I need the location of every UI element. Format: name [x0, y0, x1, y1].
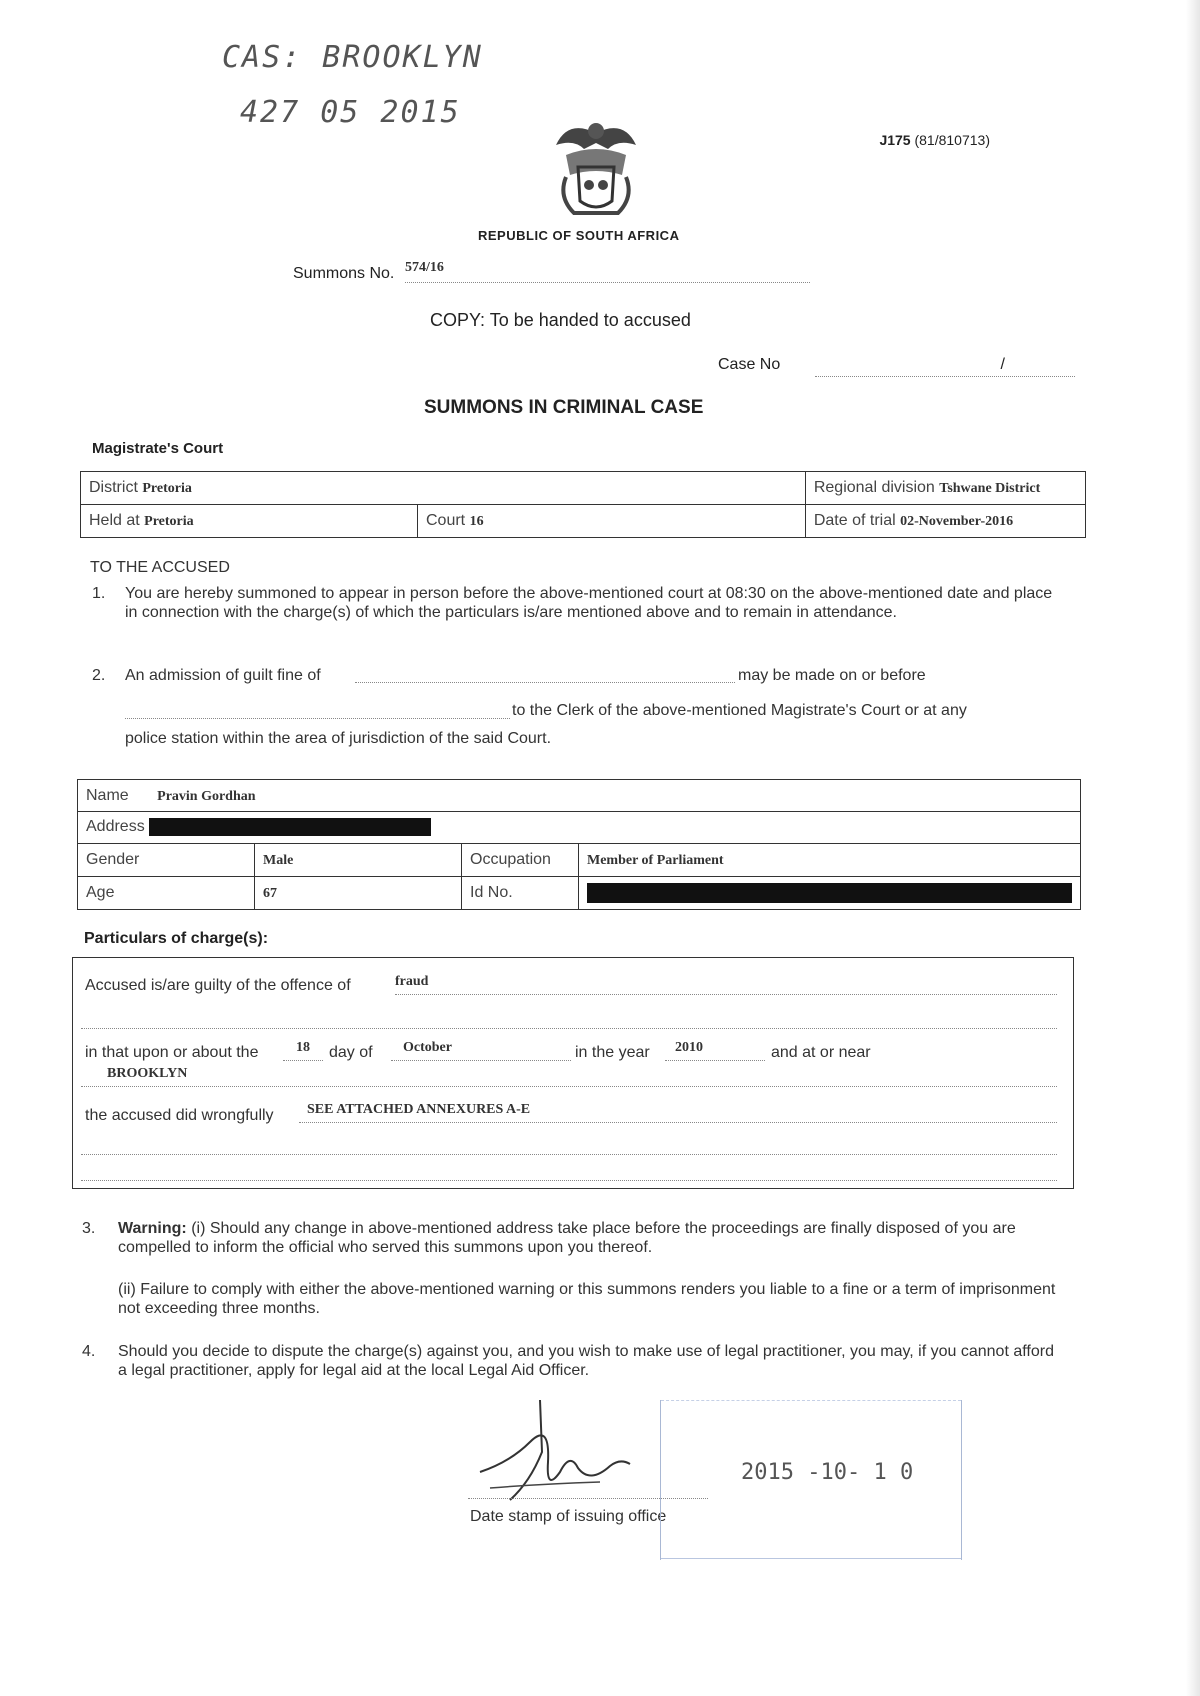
district-cell: District Pretoria: [81, 472, 806, 505]
item-2-police-text: police station within the area of jurisdiction of the said Court.: [125, 730, 552, 747]
summons-line: [405, 258, 810, 283]
item-4-number: 4.: [82, 1343, 96, 1360]
coat-of-arms-icon: [548, 115, 644, 221]
held-at-cell: Held at Pretoria: [81, 505, 418, 538]
handwritten-case-line1: CAS: BROOKLYN: [222, 40, 483, 75]
did-continuation-line-2: [81, 1164, 1057, 1181]
offence-continuation-line: [81, 1008, 1057, 1029]
day-line: 18: [283, 1038, 323, 1061]
court-table: [80, 471, 1086, 538]
did-continuation-line-1: [81, 1136, 1057, 1155]
did-value: SEE ATTACHED ANNEXURES A-E: [307, 1102, 531, 1117]
gender-label-cell: Gender: [78, 844, 255, 877]
item-3-number: 3.: [82, 1220, 96, 1237]
item-2-fine-label: An admission of guilt fine of: [125, 667, 321, 684]
form-code: J175 (81/810713): [879, 132, 990, 148]
offence-label: Accused is/are guilty of the offence of: [85, 977, 351, 994]
item-4-text: Should you decide to dispute the charge(s) against you, and you wish to make use of legal practitioner, you may, if you cannot afford a legal practitioner, apply for legal aid at the local Legal Aid Officer.: [118, 1343, 1054, 1379]
court-number-cell: Court 16: [418, 505, 806, 538]
redacted-address: [149, 818, 431, 836]
case-no-label: Case No: [718, 356, 781, 373]
age-label-cell: Age: [78, 877, 255, 910]
accused-details-table: [77, 779, 1081, 910]
stamp-date: 2015 -10- 1 0: [741, 1460, 914, 1485]
date-stamp-caption: Date stamp of issuing office: [470, 1508, 667, 1525]
item-1-number: 1.: [92, 585, 106, 602]
handwritten-case-line2: 427 05 2015: [240, 95, 461, 130]
date-stamp: [660, 1400, 962, 1560]
redacted-id-number: [587, 883, 1072, 903]
date-line: [125, 700, 510, 719]
scan-edge-shadow: [1186, 0, 1200, 1696]
warning-1-text: Warning: (i) Should any change in above-mentioned address take place before the proceedings are finally disposed of you are compelled to inform the official who served this summons upon you thereof.: [118, 1220, 1016, 1256]
id-label-cell: Id No.: [462, 877, 579, 910]
did-label: the accused did wrongfully: [85, 1107, 274, 1124]
year-label: in the year: [575, 1044, 650, 1061]
warning-2-text: (ii) Failure to comply with either the above-mentioned warning or this summons renders you liable to a fine or a term of imprisonment not exceeding three months.: [118, 1281, 1056, 1317]
fine-line: [355, 664, 735, 683]
did-line: [299, 1100, 1057, 1123]
case-no-line: /: [815, 356, 1075, 377]
place-line: [81, 1064, 1057, 1087]
page-title: SUMMONS IN CRIMINAL CASE: [424, 397, 704, 418]
upon-label: in that upon or about the: [85, 1044, 259, 1061]
place-value: BROOKLYN: [107, 1066, 188, 1081]
regional-cell: Regional division Tshwane District: [805, 472, 1085, 505]
offence-value: fraud: [395, 974, 429, 989]
day-of-label: day of: [329, 1044, 373, 1061]
age-value-cell: 67: [255, 877, 462, 910]
occupation-label-cell: Occupation: [462, 844, 579, 877]
offence-line: [395, 972, 1057, 995]
near-label: and at or near: [771, 1044, 871, 1061]
court-heading: Magistrate's Court: [92, 440, 224, 457]
name-cell: Name Pravin Gordhan: [78, 780, 1081, 812]
item-2-number: 2.: [92, 667, 106, 684]
accused-heading: TO THE ACCUSED: [90, 559, 230, 576]
trial-date-cell: Date of trial 02-November-2016: [805, 505, 1085, 538]
gender-value-cell: Male: [255, 844, 462, 877]
item-1-text: You are hereby summoned to appear in person before the above-mentioned court at 08:30 on the above-mentioned date and place in connection with the charge(s) of which the particulars is/are mentioned above and to remain in attendance.: [125, 585, 1053, 621]
year-line: 2010: [665, 1038, 765, 1061]
copy-note: COPY: To be handed to accused: [430, 310, 691, 330]
summons-value: 574/16: [405, 260, 444, 275]
country-heading: REPUBLIC OF SOUTH AFRICA: [478, 228, 680, 243]
item-2-clerk-text: to the Clerk of the above-mentioned Magistrate's Court or at any: [512, 702, 967, 719]
charges-box: [72, 957, 1074, 1189]
id-value-cell: [579, 877, 1081, 910]
charges-heading: Particulars of charge(s):: [84, 930, 269, 947]
item-2-before-label: may be made on or before: [738, 667, 926, 684]
summons-label: Summons No.: [293, 265, 395, 282]
month-line: October: [391, 1038, 571, 1061]
occupation-value-cell: Member of Parliament: [579, 844, 1081, 877]
address-cell: Address: [78, 812, 1081, 844]
